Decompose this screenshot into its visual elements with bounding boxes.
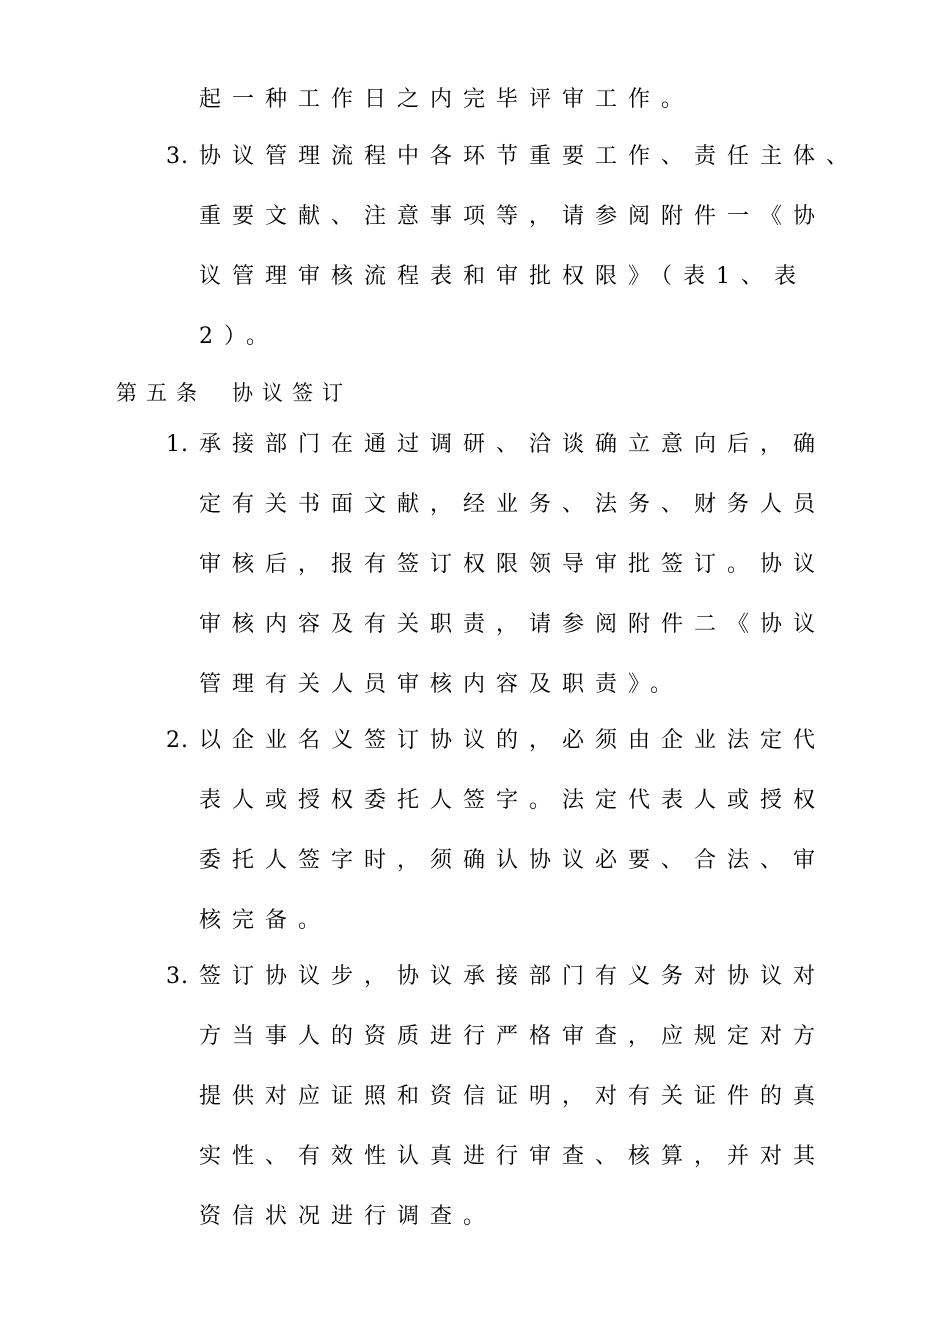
list-item-text: 核完备。 (199, 908, 332, 933)
list-item-text: 方当事人的资质进行严格审查，应规定对方 (199, 1024, 827, 1049)
list-item-text: 实性、有效性认真进行审查、核算，并对其 (199, 1144, 827, 1169)
list-item-text: 委托人签字时，须确认协议必要、合法、审 (199, 848, 827, 873)
section-title: 协议签订 (232, 381, 352, 405)
list-item-number: 3. (166, 964, 189, 989)
list-item-text: 签订协议步，协议承接部门有义务对协议对 (199, 964, 827, 989)
list-item-text: 管理有关人员审核内容及职责》。 (199, 672, 684, 697)
list-item-text: 资信状况进行调查。 (199, 1204, 497, 1229)
list-item-text: 2）。 (199, 324, 279, 349)
list-item-text: 提供对应证照和资信证明，对有关证件的真 (199, 1084, 827, 1109)
continuation-line: 起一种工作日之内完毕评审工作。 (199, 87, 695, 112)
list-item-text: 协议管理流程中各环节重要工作、责任主体、 (199, 144, 860, 169)
list-item-text: 以企业名义签订协议的，必须由企业法定代 (199, 728, 827, 753)
list-item-text: 审核后，报有签订权限领导审批签订。协议 (199, 552, 827, 577)
list-item-number: 1. (166, 432, 189, 457)
list-item-text: 表人或授权委托人签字。法定代表人或授权 (199, 788, 827, 813)
list-item-number: 2. (166, 728, 189, 753)
list-item-text: 审核内容及有关职责，请参阅附件二《协议 (199, 612, 827, 637)
list-item-text: 承接部门在通过调研、洽谈确立意向后，确 (199, 432, 827, 457)
section-label: 第五条 (116, 381, 206, 405)
list-item-text: 议管理审核流程表和审批权限》（表1、表 (199, 264, 807, 289)
list-item-text: 重要文献、注意事项等，请参阅附件一《协 (199, 204, 827, 229)
list-item-number: 3. (166, 144, 189, 169)
list-item-text: 定有关书面文献，经业务、法务、财务人员 (199, 492, 827, 517)
